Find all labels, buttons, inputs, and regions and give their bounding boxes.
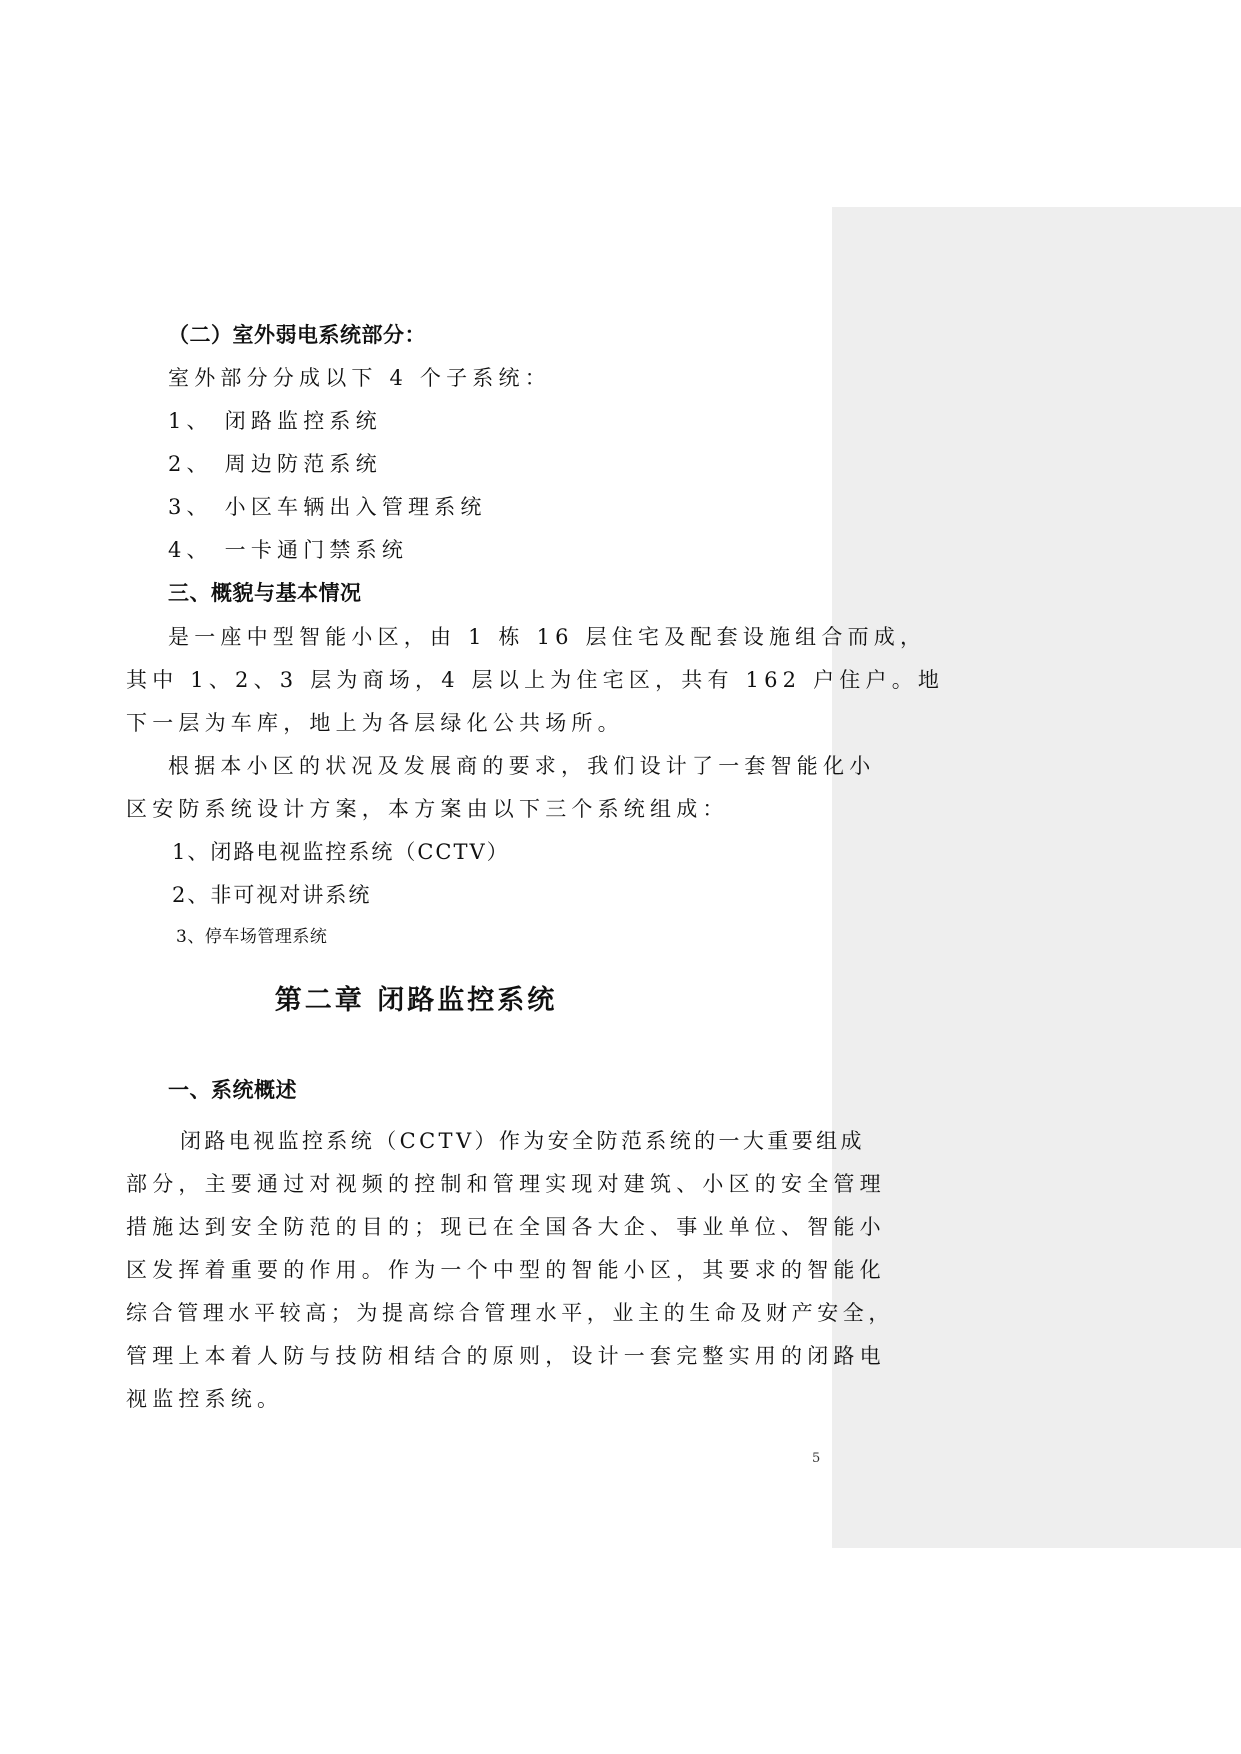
outdoor-item-2: 2、 周边防范系统 <box>168 452 382 476</box>
comment-pane <box>832 207 1241 1548</box>
system-overview-heading: 一、系统概述 <box>168 1078 297 1102</box>
outdoor-item-4: 4、 一卡通门禁系统 <box>168 538 409 562</box>
chapter-title: 第二章 闭路监控系统 <box>274 985 558 1016</box>
overview-paragraph2-line-1: 根据本小区的状况及发展商的要求，我们设计了一套智能化小 <box>168 754 876 778</box>
system-paragraph-line-4: 区发挥着重要的作用。作为一个中型的智能小区，其要求的智能化 <box>126 1258 886 1282</box>
page-number: 5 <box>812 1451 821 1466</box>
overview-item-1: 1、闭路电视监控系统（CCTV） <box>172 840 510 864</box>
system-paragraph-line-1: 闭路电视监控系统（CCTV）作为安全防范系统的一大重要组成 <box>180 1129 865 1153</box>
system-paragraph-line-6: 管理上本着人防与技防相结合的原则，设计一套完整实用的闭路电 <box>126 1344 886 1368</box>
system-paragraph-line-5: 综合管理水平较高；为提高综合管理水平，业主的生命及财产安全， <box>126 1301 894 1325</box>
overview-paragraph1-line-2: 其中 1、2、3 层为商场，4 层以上为住宅区，共有 162 户住户。地 <box>126 668 945 692</box>
overview-heading: 三、概貌与基本情况 <box>168 581 362 605</box>
overview-paragraph2-line-2: 区安防系统设计方案，本方案由以下三个系统组成： <box>126 797 729 821</box>
overview-item-2: 2、非可视对讲系统 <box>172 883 372 907</box>
overview-paragraph1-line-3: 下一层为车库，地上为各层绿化公共场所。 <box>126 711 624 735</box>
system-paragraph-line-7: 视监控系统。 <box>126 1387 284 1411</box>
overview-item-3: 3、停车场管理系统 <box>176 927 328 947</box>
outdoor-section-heading: （二）室外弱电系统部分： <box>168 323 426 347</box>
outdoor-item-3: 3、 小区车辆出入管理系统 <box>168 495 487 519</box>
outdoor-item-1: 1、 闭路监控系统 <box>168 409 382 433</box>
outdoor-intro: 室外部分分成以下 4 个子系统： <box>168 366 551 390</box>
overview-paragraph1-line-1: 是一座中型智能小区，由 1 栋 16 层住宅及配套设施组合而成， <box>168 625 927 649</box>
system-paragraph-line-2: 部分，主要通过对视频的控制和管理实现对建筑、小区的安全管理 <box>126 1172 886 1196</box>
system-paragraph-line-3: 措施达到安全防范的目的；现已在全国各大企、事业单位、智能小 <box>126 1215 886 1239</box>
